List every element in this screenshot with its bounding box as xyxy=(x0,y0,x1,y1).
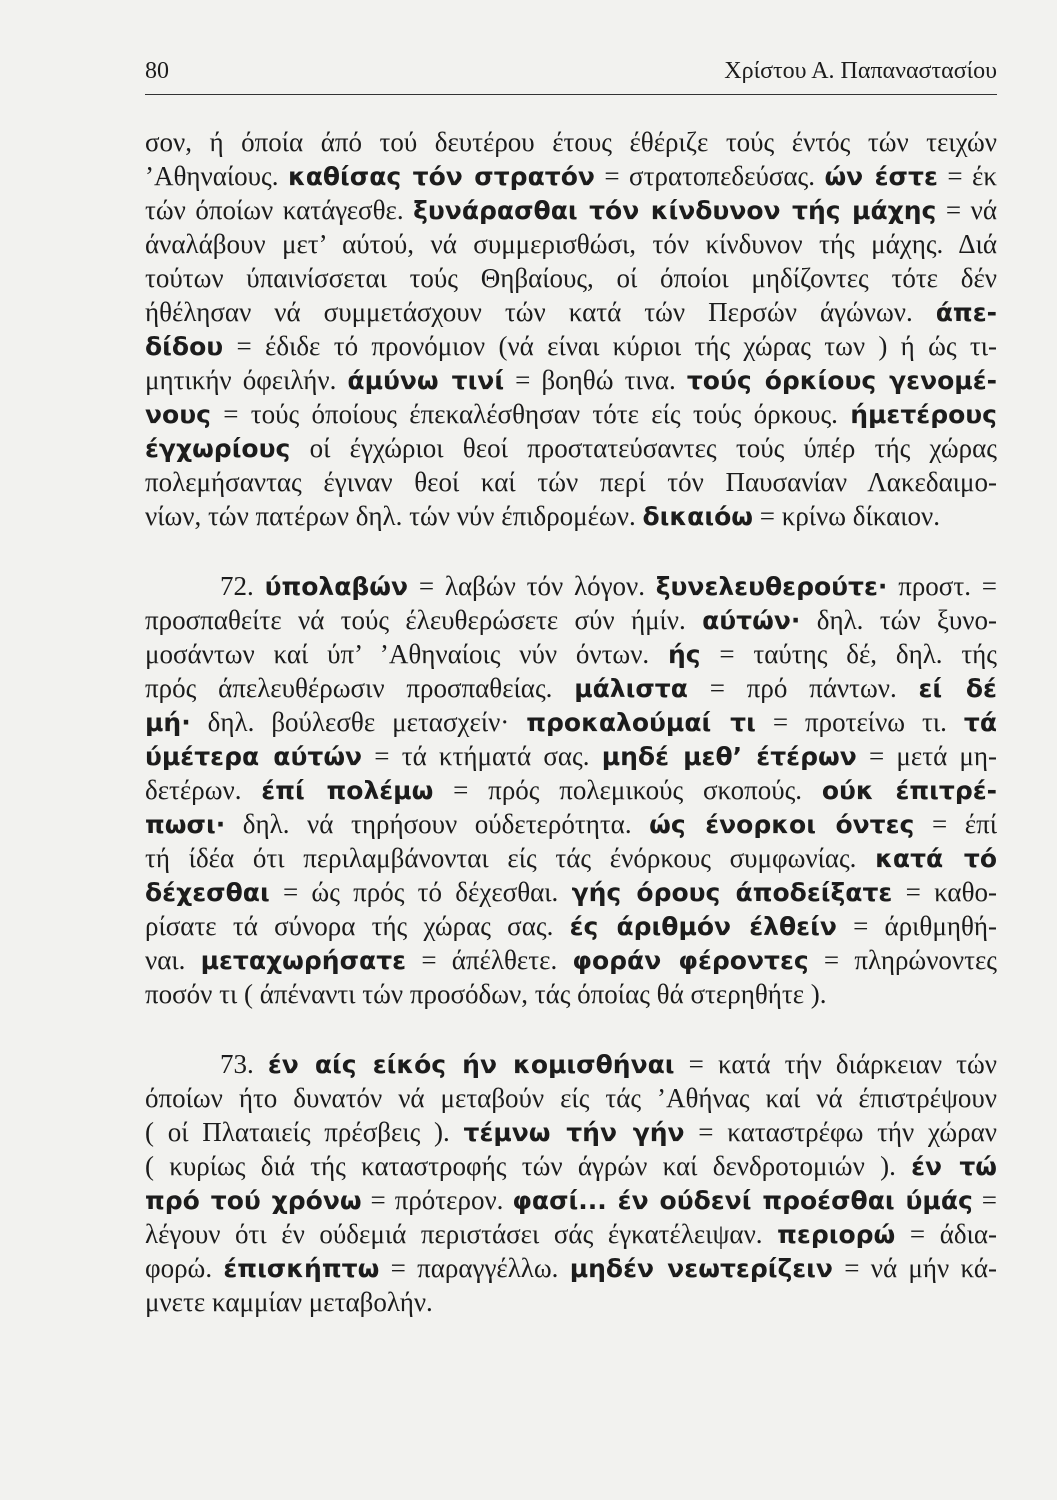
gloss-text: = πρότερον. xyxy=(361,1185,513,1215)
glossed-term: ών έστε xyxy=(824,162,938,191)
text-line xyxy=(145,977,997,1011)
gloss-text: φορώ. xyxy=(145,1253,224,1283)
text-line xyxy=(145,363,997,397)
paragraph-72 xyxy=(145,569,997,1011)
glossed-term: μηδέν νεωτερίζειν xyxy=(569,1254,833,1283)
gloss-text: μοσάντων καί ύπ’ ’Αθηναίοις νύν όντων. xyxy=(145,639,668,669)
glossed-term: μηδέ μεθ’ έτέρων xyxy=(601,742,857,771)
glossed-term: προκαλούμαί τι xyxy=(526,708,756,737)
gloss-text: = τούς όποίους έπεκαλέσθησαν τότε είς τούς όρκους. xyxy=(210,399,851,429)
text-line xyxy=(145,329,997,363)
text-line xyxy=(145,125,997,159)
gloss-text: ( οί Πλαταιείς πρέσβεις ). xyxy=(145,1117,464,1147)
glossed-term: κατά τό xyxy=(875,844,997,873)
glossed-term: ές άριθμόν έλθείν xyxy=(569,912,837,941)
glossed-term: ύπολαβών xyxy=(264,572,409,601)
text-line xyxy=(145,1149,997,1183)
gloss-text: ’Αθηναίους. xyxy=(145,161,288,191)
glossed-term: τά xyxy=(963,708,997,737)
paragraph-gap xyxy=(145,1011,997,1047)
glossed-term: γής όρους άποδείξατε xyxy=(571,878,893,907)
text-line xyxy=(145,227,997,261)
text-line xyxy=(145,431,997,465)
glossed-term: έπί πολέμω xyxy=(261,776,434,805)
gloss-text: = προτείνω τι. xyxy=(755,707,964,737)
gloss-text: = πληρώνοντες xyxy=(808,945,997,975)
gloss-text: = νά xyxy=(936,195,997,225)
paragraph-commentary-71 xyxy=(145,125,997,533)
gloss-text: = έκ xyxy=(937,161,997,191)
page-header xyxy=(145,58,997,95)
gloss-text: πρός άπελευθέρωσιν προσπαθείας. xyxy=(145,673,575,703)
gloss-text: = κατά τήν διάρκειαν τών xyxy=(674,1049,997,1079)
text-line xyxy=(145,261,997,295)
gloss-text: σον, ή όποία άπό τού δευτέρου έτους έθέριζε τούς έντός τών τειχών xyxy=(145,127,997,157)
gloss-text: 73. xyxy=(220,1049,268,1079)
text-line xyxy=(145,397,997,431)
gloss-text: = νά μήν κά- xyxy=(832,1253,997,1283)
glossed-term: ούκ έπιτρέ- xyxy=(821,776,997,805)
text-line xyxy=(145,193,997,227)
gloss-text: = βοηθώ τινα. xyxy=(504,365,687,395)
glossed-term: έπισκήπτω xyxy=(223,1254,380,1283)
text-line xyxy=(145,499,997,533)
gloss-text: = πρό πάντων. xyxy=(687,673,919,703)
glossed-term: ύμέτερα αύτών xyxy=(145,742,363,771)
gloss-text: οί έγχώριοι θεοί προστατεύσαντες τούς ύπέρ τής χώρας xyxy=(290,433,997,463)
page-number: 80 xyxy=(145,58,169,84)
glossed-term: μεταχωρήσατε xyxy=(200,946,407,975)
gloss-text: τούτων ύπαινίσσεται τούς Θηβαίους, οί όποίοι μηδίζοντες τότε δέν xyxy=(145,263,997,293)
glossed-term: εί δέ xyxy=(918,674,997,703)
gloss-text: μνετε καμμίαν μεταβολήν. xyxy=(145,1287,433,1317)
text-line xyxy=(145,295,997,329)
text-line xyxy=(145,841,997,875)
text-line xyxy=(145,1285,997,1319)
gloss-text: λέγουν ότι έν ούδεμιά περιστάσει σάς έγκατέλειψαν. xyxy=(145,1219,778,1249)
text-line xyxy=(145,637,997,671)
gloss-text: νίων, τών πατέρων δηλ. τών νύν έπιδρομέων. xyxy=(145,501,643,531)
gloss-text: = xyxy=(972,1185,997,1215)
text-line xyxy=(145,159,997,193)
text-line xyxy=(145,773,997,807)
text-line xyxy=(145,807,997,841)
gloss-text: ( κυρίως διά τής καταστροφής τών άγρών καί δενδροτομιών ). xyxy=(145,1151,912,1181)
gloss-text: ναι. xyxy=(145,945,201,975)
glossed-term: τούς όρκίους γενομέ- xyxy=(686,366,997,395)
text-line xyxy=(145,1251,997,1285)
glossed-term: δικαιόω xyxy=(642,502,753,531)
gloss-text: = παραγγέλλω. xyxy=(379,1253,570,1283)
glossed-term: πωσι· xyxy=(145,810,226,839)
glossed-term: ής xyxy=(667,640,701,669)
gloss-text: προστ. = xyxy=(887,571,997,601)
gloss-text: άναλάβουν μετ’ αύτού, νά συμμερισθώσι, τόν κίνδυνον τής μάχης. Διά xyxy=(145,229,997,259)
gloss-text: = έπί xyxy=(914,809,997,839)
glossed-term: δίδου xyxy=(145,332,224,361)
text-line xyxy=(145,671,997,705)
gloss-text: = στρατοπεδεύσας. xyxy=(594,161,825,191)
glossed-term: έν αίς είκός ήν κομισθήναι xyxy=(267,1050,675,1079)
text-line xyxy=(145,909,997,943)
body-text xyxy=(145,125,997,1319)
text-line xyxy=(145,569,997,603)
gloss-text: = μετά μη- xyxy=(856,741,997,771)
gloss-text: ρίσατε τά σύνορα τής χώρας σας. xyxy=(145,911,570,941)
gloss-text: δηλ. τών ξυνο- xyxy=(800,605,997,635)
text-line xyxy=(145,1115,997,1149)
gloss-text: = έδιδε τό προνόμιον (νά είναι κύριοι τής χώρας των ) ή ώς τι- xyxy=(223,331,997,361)
gloss-text: = λαβών τόν λόγον. xyxy=(408,571,656,601)
glossed-term: ώς ένορκοι όντες xyxy=(649,810,915,839)
glossed-term: μάλιστα xyxy=(574,674,688,703)
text-line xyxy=(145,1081,997,1115)
text-line xyxy=(145,705,997,739)
text-line xyxy=(145,1217,997,1251)
gloss-text: δηλ. νά τηρήσουν ούδετερότητα. xyxy=(225,809,650,839)
glossed-term: άμύνω τινί xyxy=(347,366,505,395)
gloss-text: = πρός πολεμικούς σκοπούς. xyxy=(433,775,822,805)
text-line xyxy=(145,943,997,977)
gloss-text: ήθέλησαν νά συμμετάσχουν τών κατά τών Περσών άγώνων. xyxy=(145,297,936,327)
gloss-text: πολεμήσαντας έγιναν θεοί καί τών περί τόν Παυσανίαν Λακεδαιμο- xyxy=(145,467,997,497)
paragraph-73 xyxy=(145,1047,997,1319)
glossed-term: δέχεσθαι xyxy=(145,878,270,907)
gloss-text: = καταστρέφω τήν χώραν xyxy=(684,1117,997,1147)
glossed-term: πρό τού χρόνω xyxy=(145,1186,362,1215)
glossed-term: τέμνω τήν γήν xyxy=(463,1118,685,1147)
glossed-term: περιορώ xyxy=(777,1220,896,1249)
paragraph-gap xyxy=(145,533,997,569)
glossed-term: φοράν φέροντες xyxy=(572,946,809,975)
running-head: Χρίστου Α. Παπαναστασίου xyxy=(724,58,997,84)
gloss-text: = άριθμηθή- xyxy=(836,911,997,941)
gloss-text: 72. xyxy=(220,571,265,601)
gloss-text: όποίων ήτο δυνατόν νά μεταβούν είς τάς ’Αθήνας καί νά έπιστρέψουν xyxy=(145,1083,997,1113)
gloss-text: δετέρων. xyxy=(145,775,262,805)
gloss-text: = ταύτης δέ, δηλ. τής xyxy=(700,639,997,669)
gloss-text: = άδια- xyxy=(895,1219,997,1249)
gloss-text: μητικήν όφειλήν. xyxy=(145,365,348,395)
gloss-text: = καθο- xyxy=(892,877,997,907)
glossed-term: μή· xyxy=(145,708,191,737)
text-line xyxy=(145,603,997,637)
gloss-text: δηλ. βούλεσθε μετασχείν· xyxy=(190,707,527,737)
text-line xyxy=(145,1183,997,1217)
glossed-term: ξυνάρασθαι τόν κίνδυνον τής μάχης xyxy=(413,196,937,225)
gloss-text: προσπαθείτε νά τούς έλευθερώσετε σύν ήμίν. xyxy=(145,605,703,635)
text-line xyxy=(145,1047,997,1081)
glossed-term: άπε- xyxy=(935,298,997,327)
text-line xyxy=(145,739,997,773)
gloss-text: = κρίνω δίκαιον. xyxy=(752,501,941,531)
glossed-term: έν τώ xyxy=(911,1152,997,1181)
text-line xyxy=(145,875,997,909)
text-line xyxy=(145,465,997,499)
glossed-term: καθίσας τόν στρατόν xyxy=(287,162,595,191)
gloss-text: τή ίδέα ότι περιλαμβάνονται είς τάς ένόρκους συμφωνίας. xyxy=(145,843,876,873)
glossed-term: ξυνελευθερούτε· xyxy=(655,572,888,601)
glossed-term: ήμετέρους xyxy=(850,400,997,429)
glossed-term: αύτών· xyxy=(702,606,801,635)
gloss-text: = άπέλθετε. xyxy=(406,945,573,975)
glossed-term: φασί... έν ούδενί προέσθαι ύμάς xyxy=(512,1186,973,1215)
gloss-text: τών όποίων κατάγεσθε. xyxy=(145,195,414,225)
glossed-term: έγχωρίους xyxy=(145,434,291,463)
gloss-text: = ώς πρός τό δέχεσθαι. xyxy=(269,877,572,907)
gloss-text: ποσόν τι ( άπέναντι τών προσόδων, τάς όποίας θά στερηθήτε ). xyxy=(145,979,827,1009)
glossed-term: νους xyxy=(145,400,211,429)
gloss-text: = τά κτήματά σας. xyxy=(362,741,602,771)
